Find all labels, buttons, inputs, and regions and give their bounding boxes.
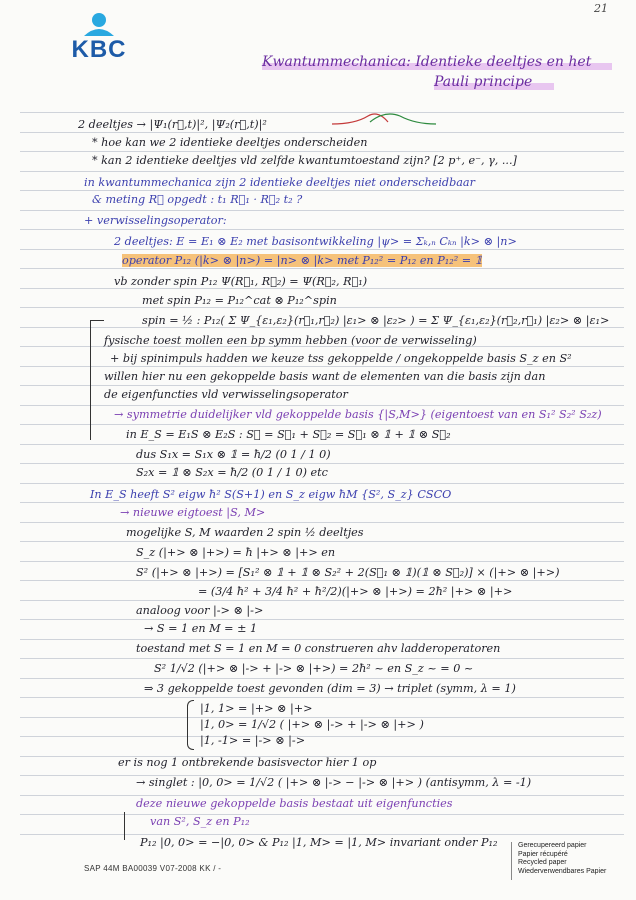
ruled-line: [20, 580, 624, 581]
ruled-line: [20, 736, 624, 737]
note-line-15: de eigenfuncties vld verwisselingsoperator: [104, 388, 348, 401]
ruled-line: [20, 112, 624, 113]
note-line-12: fysische toest mollen een bp symm hebben (voor de verwisseling): [104, 334, 477, 347]
kbc-logo: [64, 10, 134, 63]
note-line-34: er is nog 1 ontbrekende basisvector hier 1 op: [118, 756, 377, 769]
note-line-11: spin = ½ : P₁₂( Σ Ψ_{ε₁,ε₂}(r⃗₁,r⃗₂) |ε₁> ⊗ |ε₂> ) = Σ Ψ_{ε₁,ε₂}(r⃗₂,r⃗₁) |ε₂> ⊗ |ε₁>: [142, 314, 610, 327]
recycle-line: Gerecupereerd papier: [518, 842, 587, 849]
ruled-line: [20, 619, 624, 620]
note-line-28: toestand met S = 1 en M = 0 construeren ahv ladderoperatoren: [136, 642, 501, 655]
ruled-line: [20, 171, 624, 172]
ruled-line: [20, 385, 624, 386]
ruled-line: [20, 658, 624, 659]
operator-highlight: operator P₁₂ (|k> ⊗ |n>) = |n> ⊗ |k> met P₁₂² = P₁₂ en P₁₂² = 𝟙: [122, 254, 483, 267]
note-line-35: → singlet : |0, 0> = 1/√2 ( |+> ⊗ |-> − |-> ⊗ |+> ) (antisymm, λ = -1): [136, 776, 532, 789]
ruled-line: [20, 483, 624, 484]
page-title: [262, 52, 612, 92]
ruled-line: [20, 132, 624, 133]
recycle-line: Papier récupéré: [518, 850, 568, 858]
ruled-line: [20, 151, 624, 152]
note-line-22: mogelijke S, M waarden 2 spin ½ deeltjes: [126, 526, 364, 539]
title-line-2: Pauli principe: [434, 72, 554, 92]
note-line-36: deze nieuwe gekoppelde basis bestaat uit eigenfuncties: [136, 797, 453, 810]
note-line-37: van S², S_z en P₁₂: [150, 815, 250, 828]
note-line-25: = (3/4 ħ² + 3/4 ħ² + ħ²/2)(|+> ⊗ |+>) = 2ħ² |+> ⊗ |+>: [198, 585, 513, 598]
note-line-18: dus S₁x = S₁x ⊗ 𝟙 = ħ/2 (0 1 / 1 0): [136, 448, 331, 461]
wavefunction-sketch-icon: [330, 110, 440, 126]
note-line-8: [122, 254, 482, 268]
note-line-38: P₁₂ |0, 0> = −|0, 0> & P₁₂ |1, M> = |1, M> invariant onder P₁₂: [140, 836, 498, 849]
ruled-line: [20, 190, 624, 191]
note-line-32: |1, 0> = 1/√2 ( |+> ⊗ |-> + |-> ⊗ |+> ): [200, 718, 424, 731]
ruled-line: [20, 249, 624, 250]
note-line-10: met spin P₁₂ = P₁₂^cat ⊗ P₁₂^spin: [142, 294, 337, 307]
ruled-line: [20, 268, 624, 269]
recycle-line: Wiederverwendbares Papier: [518, 867, 607, 875]
ruled-line: [20, 463, 624, 464]
margin-bracket-vertical: [90, 320, 91, 440]
note-line-26: analoog voor |-> ⊗ |->: [136, 604, 264, 617]
ruled-line: [20, 424, 624, 425]
note-line-33: |1, -1> = |-> ⊗ |->: [200, 734, 306, 747]
note-line-3: * kan 2 identieke deeltjes vld zelfde kwantumtoestand zijn? [2 p⁺, e⁻, γ, ...]: [92, 154, 517, 167]
note-line-1: 2 deeltjes → |Ψ₁(r⃗,t)|², |Ψ₂(r⃗,t)|²: [78, 118, 267, 131]
page-number: 21: [594, 2, 608, 15]
note-line-13: + bij spinimpuls hadden we keuze tss gekoppelde / ongekoppelde basis S_z en S²: [110, 352, 572, 365]
ruled-line: [20, 366, 624, 367]
note-line-16: → symmetrie duidelijker vld gekoppelde basis {|S,M>} (eigentoest van en S₁² S₂² S₂z): [114, 408, 602, 421]
ruled-line: [20, 814, 624, 815]
margin-bracket-top: [90, 320, 104, 321]
ruled-line: [20, 405, 624, 406]
ruled-line: [20, 210, 624, 211]
recycled-paper-notice: [511, 842, 624, 880]
ruled-line: [20, 697, 624, 698]
kbc-logo-text: KBC: [71, 36, 127, 63]
note-line-21: → nieuwe eigtoest |S, M>: [120, 506, 266, 519]
note-line-29: S² 1/√2 (|+> ⊗ |-> + |-> ⊗ |+>) = 2ħ² ~ en S_z ~ = 0 ~: [154, 662, 474, 675]
note-line-9: vb zonder spin P₁₂ Ψ(R⃗₁, R⃗₂) = Ψ(R⃗₂, R⃗₁): [114, 275, 368, 288]
ruled-line: [20, 834, 624, 835]
ruled-line: [20, 600, 624, 601]
triplet-brace: [187, 700, 194, 750]
ruled-line: [20, 561, 624, 562]
note-line-6: + verwisselingsoperator:: [84, 214, 227, 227]
ruled-line: [20, 541, 624, 542]
ruled-line: [20, 444, 624, 445]
note-line-14: willen hier nu een gekoppelde basis want de elementen van die basis zijn dan: [104, 370, 546, 383]
note-line-7: 2 deeltjes: E = E₁ ⊗ E₂ met basisontwikkeling |ψ> = Σₖ,ₙ Cₖₙ |k> ⊗ |n>: [114, 235, 517, 248]
note-line-30: ⇒ 3 gekoppelde toest gevonden (dim = 3) → triplet (symm, λ = 1): [144, 682, 516, 695]
ruled-line: [20, 639, 624, 640]
ruled-line: [20, 502, 624, 503]
margin-bracket-bottom: [124, 812, 125, 840]
ruled-line: [20, 229, 624, 230]
note-line-17: in E_S = E₁S ⊗ E₂S : S⃗ = S⃗₁ + S⃗₂ = S⃗₁ ⊗ 𝟙 + 𝟙 ⊗ S⃗₂: [126, 428, 451, 441]
form-footer: SAP 44M BA00039 V07-2008 KK / -: [84, 864, 222, 873]
note-line-4: in kwantummechanica zijn 2 identieke deeltjes niet onderscheidbaar: [84, 176, 475, 189]
note-line-23: S_z (|+> ⊗ |+>) = ħ |+> ⊗ |+> en: [136, 546, 336, 559]
note-line-27: → S = 1 en M = ± 1: [144, 622, 258, 635]
note-line-31: |1, 1> = |+> ⊗ |+>: [200, 702, 313, 715]
note-line-19: S₂x = 𝟙 ⊗ S₂x = ħ/2 (0 1 / 1 0) etc: [136, 466, 328, 479]
ruled-line: [20, 678, 624, 679]
title-line-1: Kwantummechanica: Identieke deeltjes en het: [262, 52, 612, 72]
recycle-line: Recycled paper: [518, 859, 567, 867]
ruled-line: [20, 795, 624, 796]
note-line-24: S² (|+> ⊗ |+>) = [S₁² ⊗ 𝟙 + 𝟙 ⊗ S₂² + 2(S⃗₁ ⊗ 𝟙)(𝟙 ⊗ S⃗₂)] × (|+> ⊗ |+>): [136, 566, 560, 579]
note-line-5: & meting R⃗ opgedt : t₁ R⃗₁ · R⃗₂ t₂ ?: [92, 193, 303, 206]
note-line-2: * hoe kan we 2 identieke deeltjes onderscheiden: [92, 136, 368, 149]
note-line-20: In E_S heeft S² eigw ħ² S(S+1) en S_z eigw ħM {S², S_z} CSCO: [90, 488, 452, 501]
ruled-line: [20, 522, 624, 523]
